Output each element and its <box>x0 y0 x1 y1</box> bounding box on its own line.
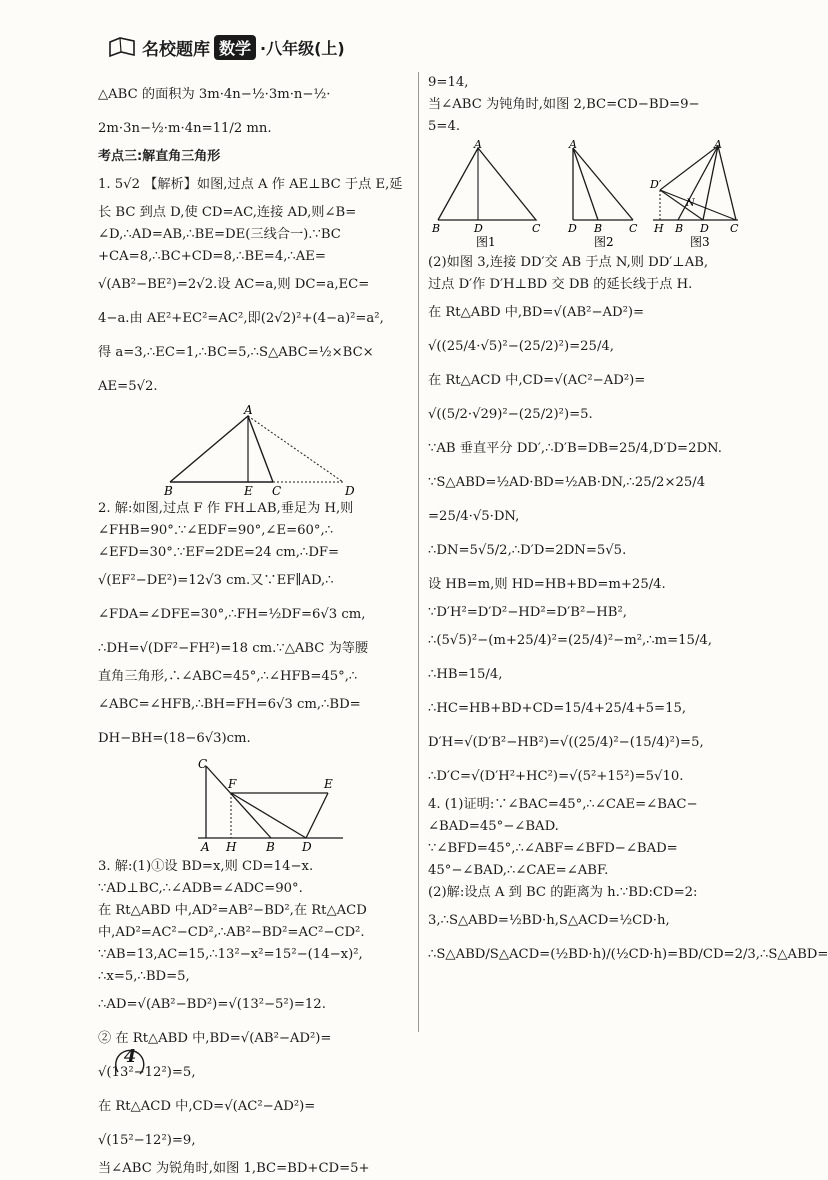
text-line: ∴x=5,∴BD=5, <box>98 969 190 984</box>
right-text-block-b <box>428 252 828 972</box>
right-text-block-a <box>428 72 740 138</box>
figure-left-2 <box>98 758 398 854</box>
right-column <box>428 72 828 972</box>
brand-name: 名校题库 <box>142 39 210 60</box>
r-fig3-label-b: B <box>675 222 684 235</box>
text-line: √(13²−12²)=5, <box>98 1065 196 1080</box>
text-line: 直角三角形,∴∠ABC=45°,∴∠HFB=45°,∴ <box>98 669 358 684</box>
page-header <box>108 30 345 64</box>
r-fig1-label-d: D <box>474 222 483 235</box>
subject-badge: 数学 <box>214 35 256 60</box>
text-line: √((5/2·√29)²−(25/2)²)=5. <box>428 407 593 422</box>
column-divider <box>418 72 419 1032</box>
grade-label: ·八年级(上) <box>260 38 345 58</box>
text-line: 在 Rt△ABD 中,BD=√(AB²−AD²)= <box>428 305 645 320</box>
text-line: ∵AD⊥BC,∴∠ADB=∠ADC=90°. <box>98 881 303 896</box>
text-line: 9=14, <box>428 75 469 90</box>
text-line: ∴S△ABD/S△ACD=(½BD·h)/(½CD·h)=BD/CD=2/3,∴S△ABD= <box>428 947 828 962</box>
text-line: 2. 解:如图,过点 F 作 FH⊥AB,垂足为 H,则 <box>98 501 354 516</box>
text-line: ∠EFD=30°.∵EF=2DE=24 cm,∴DF= <box>98 545 340 560</box>
text-line: 4. (1)证明:∵∠BAC=45°,∴∠CAE=∠BAC− <box>428 797 698 812</box>
left-text-block-a <box>98 78 410 404</box>
text-line: ∵D′H²=D′D²−HD²=D′B²−HB², <box>428 605 627 620</box>
text-line: 2m·3n−½·m·4n=11/2 mn. <box>98 121 272 136</box>
text-line: √(AB²−BE²)=2√2.设 AC=a,则 DC=a,EC= <box>98 277 370 292</box>
text-line: ∠ABC=∠HFB,∴BH=FH=6√3 cm,∴BD= <box>98 697 361 712</box>
text-line: √(15²−12²)=9, <box>98 1133 196 1148</box>
text-line: 在 Rt△ACD 中,CD=√(AC²−AD²)= <box>98 1099 316 1114</box>
text-line: 1. 5√2 【解析】如图,过点 A 作 AE⊥BC 于点 E,延 <box>98 177 403 192</box>
text-line: +CA=8,∴BC+CD=8,∴BE=4,∴AE= <box>98 249 326 264</box>
text-line: ∠D,∴AD=AB,∴BE=DE(三线合一).∵BC <box>98 227 341 242</box>
text-line: (2)如图 3,连接 DD′交 AB 于点 N,则 DD′⊥AB, <box>428 255 709 270</box>
text-line: ∠FHB=90°.∵∠EDF=90°,∠E=60°,∴ <box>98 523 334 538</box>
text-line: 45°−∠BAD,∴∠CAE=∠ABF. <box>428 863 609 878</box>
text-line: ∵S△ABD=½AD·BD=½AB·DN,∴25/2×25/4 <box>428 475 706 490</box>
fig2-label-a: A <box>201 840 210 854</box>
r-fig2-label-d: D <box>568 222 577 235</box>
text-line: 5=4. <box>428 119 461 134</box>
fig1-label-a: A <box>244 403 253 417</box>
r-fig3-label-c: C <box>730 222 739 235</box>
text-line: ∴HB=15/4, <box>428 667 503 682</box>
left-text-block-b <box>98 498 410 756</box>
text-line: DH−BH=(18−6√3)cm. <box>98 731 251 746</box>
text-line: 当∠ABC 为锐角时,如图 1,BC=BD+CD=5+ <box>98 1161 370 1176</box>
text-line: 3. 解:(1)①设 BD=x,则 CD=14−x. <box>98 859 314 874</box>
left-text-block-c <box>98 856 410 1180</box>
r-fig-caption-2: 图2 <box>594 235 614 249</box>
fig2-label-c: C <box>198 757 208 771</box>
text-line: 设 HB=m,则 HD=HB+BD=m+25/4. <box>428 577 666 592</box>
r-fig-caption-3: 图3 <box>690 235 710 249</box>
text-line: 当∠ABC 为钝角时,如图 2,BC=CD−BD=9− <box>428 97 700 112</box>
text-line: 中,AD²=AC²−CD²,∴AB²−BD²=AC²−CD². <box>98 925 365 940</box>
text-line: ∴D′C=√(D′H²+HC²)=√(5²+15²)=5√10. <box>428 769 684 784</box>
text-line: AE=5√2. <box>98 379 158 394</box>
fig1-label-c: C <box>272 484 282 498</box>
book-logo-icon <box>108 36 136 58</box>
text-line: ② 在 Rt△ABD 中,BD=√(AB²−AD²)= <box>98 1031 332 1046</box>
fig2-label-f: F <box>228 777 237 791</box>
r-fig2-label-b: B <box>594 222 603 235</box>
fig1-label-b: B <box>164 484 173 498</box>
r-fig3-label-d: D <box>700 222 709 235</box>
fig2-label-e: E <box>324 777 333 791</box>
fig2-label-b: B <box>266 840 275 854</box>
text-line: (2)解:设点 A 到 BC 的距离为 h.∵BD:CD=2: <box>428 885 698 900</box>
text-line: ∴DH=√(DF²−FH²)=18 cm.∵△ABC 为等腰 <box>98 641 369 656</box>
text-line: √(EF²−DE²)=12√3 cm.又∵EF∥AD,∴ <box>98 573 334 588</box>
left-column <box>98 78 410 1180</box>
text-line: ∴AD=√(AB²−BD²)=√(13²−5²)=12. <box>98 997 326 1012</box>
text-line: √((25/4·√5)²−(25/2)²)=25/4, <box>428 339 614 354</box>
r-fig1-label-c: C <box>532 222 541 235</box>
text-line: 考点三:解直角三角形 <box>98 149 221 164</box>
fig1-label-e: E <box>244 484 253 498</box>
r-fig3-label-h: H <box>654 222 664 235</box>
fig1-label-d: D <box>345 484 355 498</box>
page-number: 4 <box>123 1046 137 1067</box>
text-line: ∴DN=5√5/2,∴D′D=2DN=5√5. <box>428 543 627 558</box>
fig2-label-d: D <box>302 840 312 854</box>
text-line: 3,∴S△ABD=½BD·h,S△ACD=½CD·h, <box>428 913 670 928</box>
text-line: =25/4·√5·DN, <box>428 509 520 524</box>
r-fig2-label-c: C <box>629 222 638 235</box>
text-line: 过点 D′作 D′H⊥BD 交 DB 的延长线于点 H. <box>428 277 693 292</box>
text-line: 4−a.由 AE²+EC²=AC²,即(2√2)²+(4−a)²=a², <box>98 311 384 326</box>
r-fig1-label-b: B <box>432 222 441 235</box>
r-fig3-label-dprime: D′ <box>650 178 662 191</box>
r-fig2-label-a: A <box>569 138 577 151</box>
text-line: ∵AB=13,AC=15,∴13²−x²=15²−(14−x)², <box>98 947 363 962</box>
text-line: ∠FDA=∠DFE=30°,∴FH=½DF=6√3 cm, <box>98 607 366 622</box>
r-fig1-label-a: A <box>474 138 482 151</box>
r-fig3-label-n: N <box>686 198 695 209</box>
fig2-label-h: H <box>226 840 237 854</box>
text-line: 得 a=3,∴EC=1,∴BC=5,∴S△ABC=½×BC× <box>98 345 374 360</box>
text-line: 长 BC 到点 D,使 CD=AC,连接 AD,则∠B= <box>98 205 357 220</box>
text-line: ∴(5√5)²−(m+25/4)²=(25/4)²−m²,∴m=15/4, <box>428 633 712 648</box>
text-line: △ABC 的面积为 3m·4n−½·3m·n−½· <box>98 87 331 102</box>
r-fig-caption-1: 图1 <box>476 235 496 249</box>
text-line: 在 Rt△ABD 中,AD²=AB²−BD²,在 Rt△ACD <box>98 903 367 918</box>
text-line: ∵∠BFD=45°,∴∠ABF=∠BFD−∠BAD= <box>428 841 678 856</box>
text-line: ∴HC=HB+BD+CD=15/4+25/4+5=15, <box>428 701 687 716</box>
r-fig3-label-a: A <box>714 138 722 151</box>
text-line: ∵AB 垂直平分 DD′,∴D′B=DB=25/4,D′D=2DN. <box>428 441 722 456</box>
figure-left-1 <box>98 403 398 498</box>
text-line: D′H=√(D′B²−HB²)=√((25/4)²−(15/4)²)=5, <box>428 735 704 750</box>
text-line: 在 Rt△ACD 中,CD=√(AC²−AD²)= <box>428 373 646 388</box>
text-line: ∠BAD=45°−∠BAD. <box>428 819 559 834</box>
figure-right-1-2-3 <box>428 140 740 250</box>
